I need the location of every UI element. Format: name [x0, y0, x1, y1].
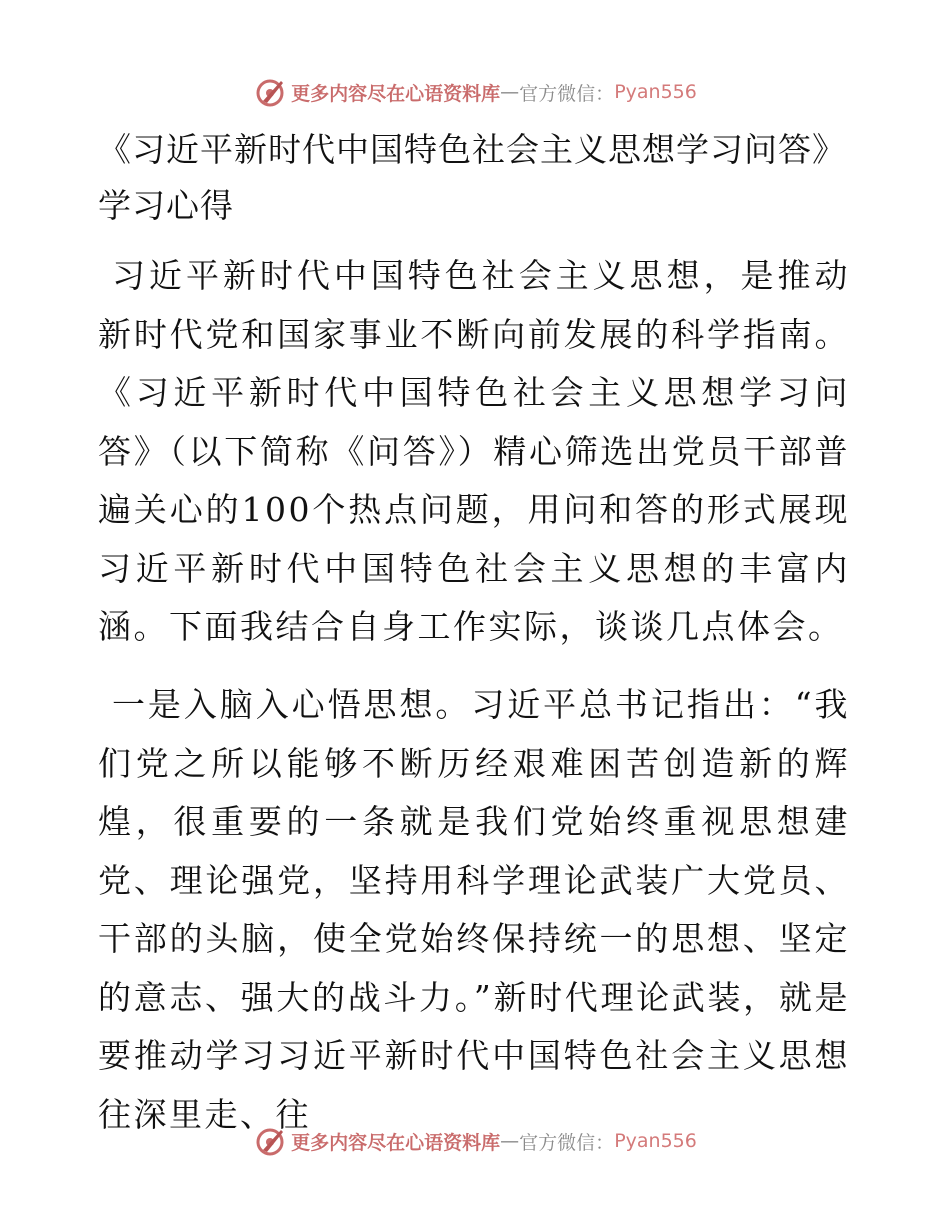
watermark-brand: 更多内容尽在心语资料库: [291, 82, 501, 105]
watermark-label: 官方微信：: [519, 82, 615, 105]
document-title: 《习近平新时代中国特色社会主义思想学习问答》学习心得: [98, 130, 846, 225]
header-watermark: [0, 72, 950, 112]
watermark-separator: —: [500, 81, 520, 103]
watermark-label: 官方微信：: [519, 1131, 615, 1154]
watermark-wechat-id: Pyan556: [614, 1130, 697, 1152]
watermark-separator: —: [500, 1130, 520, 1152]
quill-circle-icon: [253, 1124, 287, 1158]
footer-watermark: [0, 1121, 950, 1161]
watermark-wechat-id: Pyan556: [614, 81, 697, 103]
body-paragraph: 习近平新时代中国特色社会主义思想，是推动新时代党和国家事业不断向前发展的科学指南。《习近平新时代中国特色社会主义思想学习问答》（以下简称《问答》）精心筛选出党员干部普遍关心的100个热点问题，用问和答的形式展现习近平新时代中国特色社会主义思想的丰富内涵。下面我结合自身工作实际，谈谈几点体会。: [98, 256, 850, 646]
body-paragraph: 一是入脑入心悟思想。习近平总书记指出：“我们党之所以能够不断历经艰难困苦创造新的辉煌，很重要的一条就是我们党始终重视思想建党、理论强党，坚持用科学理论武装广大党员、干部的头脑，使全党始终保持统一的思想、坚定的意志、强大的战斗力。”新时代理论武装，就是要推动学习习近平新时代中国特色社会主义思想往深里走、往: [98, 685, 850, 1134]
watermark-brand: 更多内容尽在心语资料库: [291, 1131, 501, 1154]
quill-circle-icon: [253, 75, 287, 109]
